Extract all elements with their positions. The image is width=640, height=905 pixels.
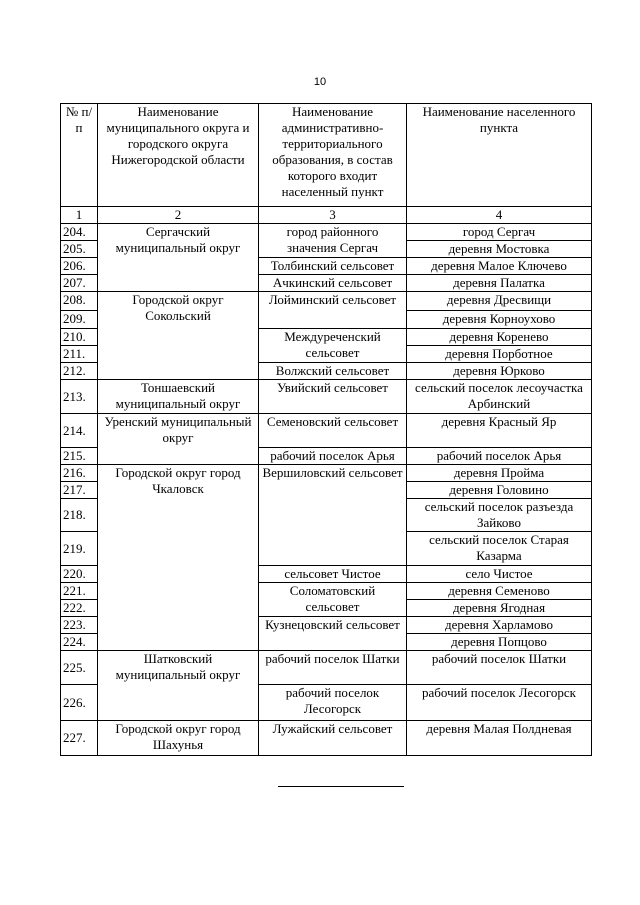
locality-cell: деревня Малое Ключево (407, 258, 592, 275)
locality-cell: деревня Пройма (407, 465, 592, 482)
locality-cell: сельский поселок разъезда Зайково (407, 499, 592, 532)
row-number: 218. (61, 499, 98, 532)
row-number: 217. (61, 482, 98, 499)
table-row (61, 292, 592, 311)
district-cell: Тоншаевский муниципальный округ (98, 380, 259, 414)
row-number: 210. (61, 329, 98, 346)
header-district: Наименование муниципального округа и городского округа Нижегородской области (98, 104, 259, 207)
row-number: 222. (61, 600, 98, 617)
page-number: 10 (313, 76, 327, 88)
admin-unit-cell: Соломатовский сельсовет (259, 583, 407, 617)
table-row (61, 651, 592, 685)
admin-unit-cell: Лужайский сельсовет (259, 721, 407, 756)
locality-cell: деревня Мостовка (407, 241, 592, 258)
row-number: 205. (61, 241, 98, 258)
row-number: 219. (61, 532, 98, 566)
locality-cell: деревня Красный Яр (407, 414, 592, 448)
locality-cell: сельский поселок Старая Казарма (407, 532, 592, 566)
admin-unit-cell: Вершиловский сельсовет (259, 465, 407, 566)
locality-cell: село Чистое (407, 566, 592, 583)
admin-unit-cell: Лойминский сельсовет (259, 292, 407, 329)
admin-unit-cell: рабочий поселок Лесогорск (259, 685, 407, 721)
admin-unit-cell: Кузнецовский сельсовет (259, 617, 407, 651)
row-number: 227. (61, 721, 98, 756)
locality-cell: город Сергач (407, 224, 592, 241)
column-number: 1 (61, 207, 98, 224)
locality-cell: деревня Палатка (407, 275, 592, 292)
table-row (61, 224, 592, 241)
district-cell: Уренский муниципальный округ (98, 414, 259, 465)
district-cell: Сергачский муниципальный округ (98, 224, 259, 292)
row-number: 226. (61, 685, 98, 721)
locality-cell: деревня Корноухово (407, 311, 592, 329)
locality-cell: рабочий поселок Лесогорск (407, 685, 592, 721)
row-number: 209. (61, 311, 98, 329)
district-cell: Городской округ город Чкаловск (98, 465, 259, 651)
locality-cell: сельский поселок лесоучастка Арбинский (407, 380, 592, 414)
table-row (61, 465, 592, 482)
row-number: 220. (61, 566, 98, 583)
row-number: 213. (61, 380, 98, 414)
admin-unit-cell: Семеновский сельсовет (259, 414, 407, 448)
locality-cell: деревня Харламово (407, 617, 592, 634)
header-num: № п/п (61, 104, 98, 207)
column-number: 4 (407, 207, 592, 224)
admin-unit-cell: рабочий поселок Арья (259, 448, 407, 465)
table-row (61, 721, 592, 756)
admin-unit-cell: Междуреченский сельсовет (259, 329, 407, 363)
row-number: 216. (61, 465, 98, 482)
locality-cell: деревня Головино (407, 482, 592, 499)
row-number: 224. (61, 634, 98, 651)
settlements-table (60, 103, 592, 756)
row-number: 214. (61, 414, 98, 448)
district-cell: Городской округ Сокольский (98, 292, 259, 380)
column-number: 3 (259, 207, 407, 224)
row-number: 206. (61, 258, 98, 275)
row-number: 204. (61, 224, 98, 241)
locality-cell: деревня Попцово (407, 634, 592, 651)
header-locality: Наименование населенного пункта (407, 104, 592, 207)
row-number: 211. (61, 346, 98, 363)
locality-cell: деревня Дресвищи (407, 292, 592, 311)
row-number: 225. (61, 651, 98, 685)
district-cell: Шатковский муниципальный округ (98, 651, 259, 721)
header-admin-unit: Наименование административно-территориального образования, в состав которого входит населенный пункт (259, 104, 407, 207)
admin-unit-cell: Ачкинский сельсовет (259, 275, 407, 292)
table-header-row (61, 104, 592, 207)
row-number: 223. (61, 617, 98, 634)
locality-cell: деревня Ягодная (407, 600, 592, 617)
column-number: 2 (98, 207, 259, 224)
locality-cell: рабочий поселок Арья (407, 448, 592, 465)
row-number: 215. (61, 448, 98, 465)
locality-cell: рабочий поселок Шатки (407, 651, 592, 685)
locality-cell: деревня Порботное (407, 346, 592, 363)
footer-separator-line (278, 786, 404, 787)
admin-unit-cell: Толбинский сельсовет (259, 258, 407, 275)
locality-cell: деревня Семеново (407, 583, 592, 600)
admin-unit-cell: сельсовет Чистое (259, 566, 407, 583)
admin-unit-cell: рабочий поселок Шатки (259, 651, 407, 685)
district-cell: Городской округ город Шахунья (98, 721, 259, 756)
row-number: 208. (61, 292, 98, 311)
row-number: 212. (61, 363, 98, 380)
table-row (61, 414, 592, 448)
admin-unit-cell: город районного значения Сергач (259, 224, 407, 258)
table-row (61, 380, 592, 414)
locality-cell: деревня Малая Полдневая (407, 721, 592, 756)
locality-cell: деревня Юрково (407, 363, 592, 380)
row-number: 207. (61, 275, 98, 292)
column-number-row (61, 207, 592, 224)
locality-cell: деревня Коренево (407, 329, 592, 346)
row-number: 221. (61, 583, 98, 600)
admin-unit-cell: Волжский сельсовет (259, 363, 407, 380)
admin-unit-cell: Увийский сельсовет (259, 380, 407, 414)
